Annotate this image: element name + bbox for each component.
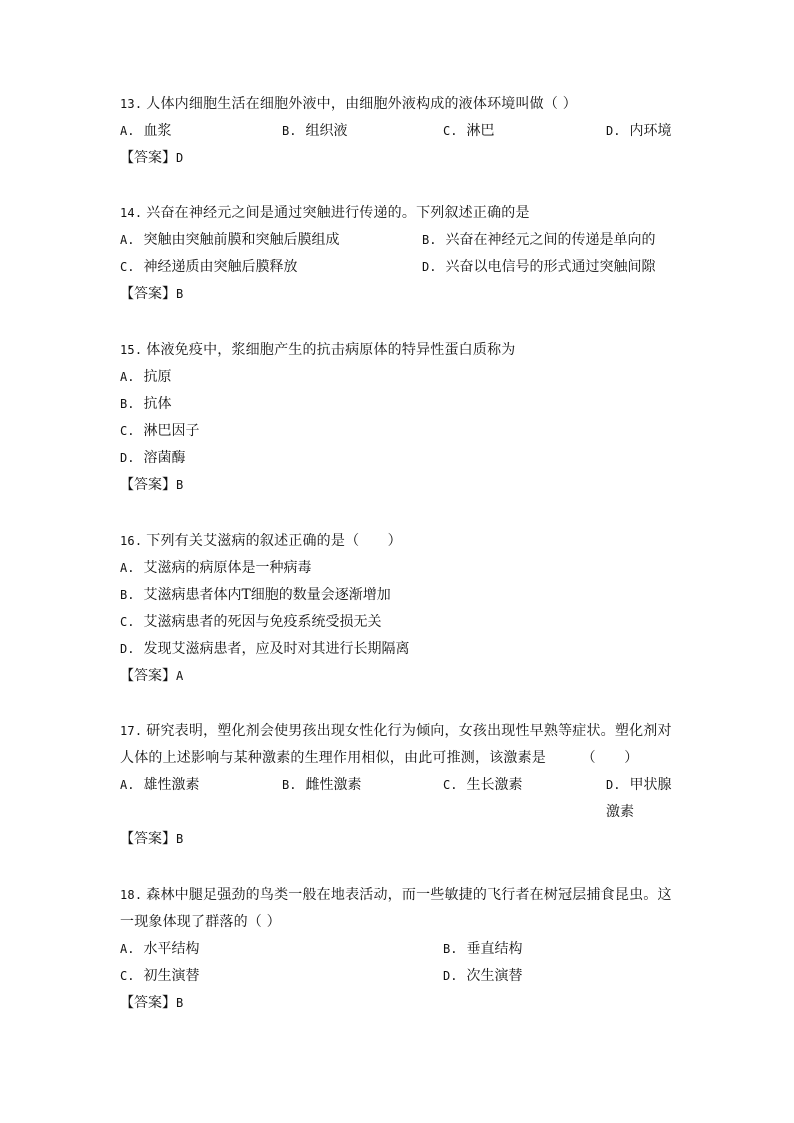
question-16 [120,528,680,690]
options-row [120,772,680,820]
question-number: 15. [120,343,143,357]
options-row [120,254,680,281]
option-a: A. 抗原 [120,369,172,385]
question-number: 18. [120,888,143,902]
question-13 [120,91,680,172]
option-b: B. 雌性激素 [282,777,362,793]
question-stem [120,528,680,555]
answer: 【答案】B [120,995,184,1011]
option-a: A. 雄性激素 [120,777,200,793]
option-a: A. 水平结构 [120,941,200,957]
answer: 【答案】B [120,286,184,302]
question-number: 14. [120,206,143,220]
option-d: D. 内环境 [606,123,672,139]
question-stem [120,882,680,936]
option-c: C. 生长激素 [443,777,523,793]
answer: 【答案】B [120,477,184,493]
answer-value: B [176,832,184,846]
option-c: C. 艾滋病患者的死因与免疫系统受损无关 [120,614,382,630]
question-stem [120,718,680,772]
question-number: 17. [120,724,143,738]
option-c: C. 初生演替 [120,968,200,984]
option-a: A. 血浆 [120,123,172,139]
option-a: A. 艾滋病的病原体是一种病毒 [120,560,312,576]
options-row [120,118,680,145]
options-row [120,936,680,963]
option-b: B. 组织液 [282,123,348,139]
option-a: A. 突触由突触前膜和突触后膜组成 [120,232,340,248]
question-stem [120,337,680,364]
option-d: D. 兴奋以电信号的形式通过突触间隙 [422,259,656,275]
answer: 【答案】B [120,831,184,847]
question-number: 16. [120,534,143,548]
option-d: D. 甲状腺激素 [606,777,672,820]
question-text: 研究表明，塑化剂会使男孩出现女性化行为倾向，女孩出现性早熟等症状。塑化剂对人体的上述影响与某种激素的生理作用相似，由此可推测，该激素是 （ ） [120,723,672,766]
option-d: D. 溶菌酶 [120,450,186,466]
option-b: B. 艾滋病患者体内T细胞的数量会逐渐增加 [120,587,391,603]
option-b: B. 垂直结构 [443,941,523,957]
option-b: B. 兴奋在神经元之间的传递是单向的 [422,232,656,248]
answer-value: B [176,996,184,1010]
answer-value: D [176,151,184,165]
question-15 [120,337,680,499]
question-stem [120,200,680,227]
question-text: 兴奋在神经元之间是通过突触进行传递的。下列叙述正确的是 [146,205,530,221]
options-row [120,227,680,254]
question-text: 体液免疫中，浆细胞产生的抗击病原体的特异性蛋白质称为 [146,342,516,358]
question-number: 13. [120,97,143,111]
option-d: D. 次生演替 [443,968,523,984]
question-18 [120,882,680,1017]
answer: 【答案】D [120,150,184,166]
answer-value: B [176,287,184,301]
question-text: 人体内细胞生活在细胞外液中，由细胞外液构成的液体环境叫做（ ） [146,96,577,112]
answer: 【答案】A [120,668,184,684]
question-text: 下列有关艾滋病的叙述正确的是（ ） [146,533,402,549]
question-text: 森林中腿足强劲的鸟类一般在地表活动，而一些敏捷的飞行者在树冠层捕食昆虫。这一现象体现了群落的（ ） [120,887,672,930]
option-c: C. 淋巴 [443,123,495,139]
option-c: C. 神经递质由突触后膜释放 [120,259,298,275]
question-stem [120,91,680,118]
answer-value: A [176,669,184,683]
options-row [120,963,680,990]
question-14 [120,200,680,308]
option-c: C. 淋巴因子 [120,423,200,439]
question-17 [120,718,680,853]
option-d: D. 发现艾滋病患者，应及时对其进行长期隔离 [120,641,410,657]
answer-value: B [176,478,184,492]
option-b: B. 抗体 [120,396,172,412]
